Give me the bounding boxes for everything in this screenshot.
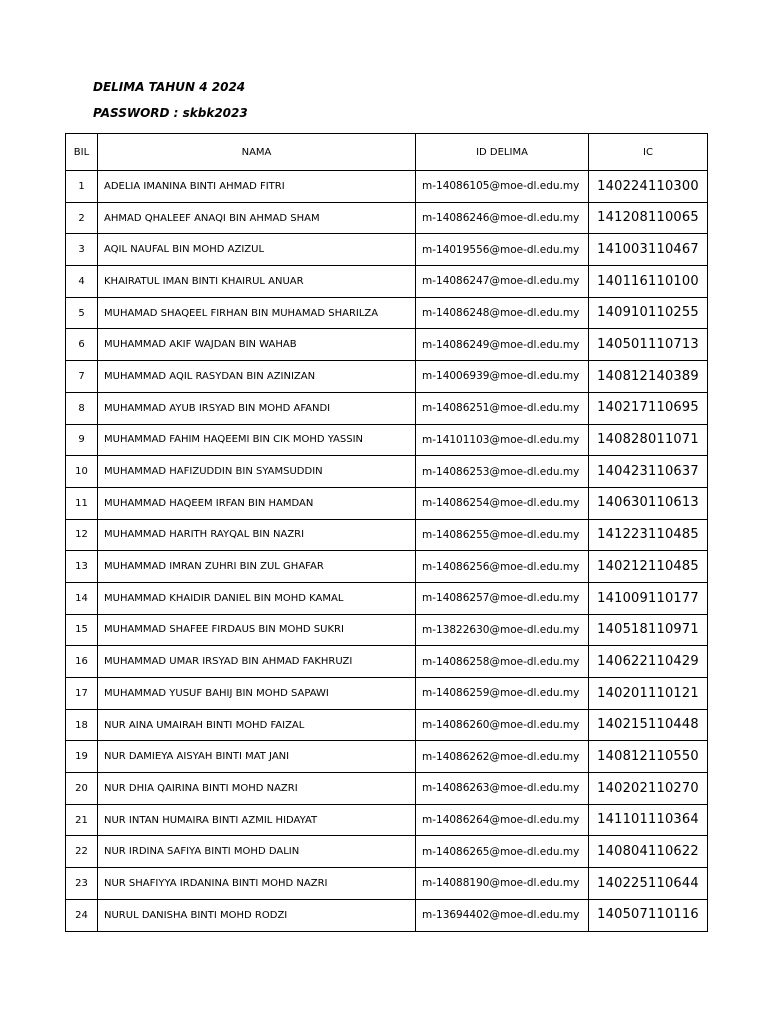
cell-id-delima: m-14086248@moe-dl.edu.my (416, 297, 589, 329)
cell-nama: NURUL DANISHA BINTI MOHD RODZI (98, 899, 416, 931)
cell-nama: MUHAMMAD FAHIM HAQEEMI BIN CIK MOHD YASSIN (98, 424, 416, 456)
table-row (66, 582, 708, 614)
cell-bil: 15 (66, 614, 98, 646)
cell-nama: MUHAMMAD KHAIDIR DANIEL BIN MOHD KAMAL (98, 582, 416, 614)
cell-nama: NUR AINA UMAIRAH BINTI MOHD FAIZAL (98, 709, 416, 741)
table-row (66, 234, 708, 266)
ic-number: 140201110121 (597, 685, 699, 701)
ic-number: 140518110971 (597, 622, 699, 638)
cell-nama: NUR DAMIEYA AISYAH BINTI MAT JANI (98, 741, 416, 773)
cell-ic (589, 709, 708, 741)
cell-bil: 14 (66, 582, 98, 614)
ic-number: 140224110300 (597, 178, 699, 194)
document-title: DELIMA TAHUN 4 2024 (93, 80, 246, 94)
table-row (66, 614, 708, 646)
table-row (66, 202, 708, 234)
cell-ic (589, 741, 708, 773)
cell-id-delima: m-14086105@moe-dl.edu.my (416, 171, 589, 203)
cell-nama: MUHAMMAD AKIF WAJDAN BIN WAHAB (98, 329, 416, 361)
cell-nama: KHAIRATUL IMAN BINTI KHAIRUL ANUAR (98, 266, 416, 298)
table-header-row (66, 134, 708, 171)
cell-nama: MUHAMMAD IMRAN ZUHRI BIN ZUL GHAFAR (98, 551, 416, 583)
ic-number: 140804110622 (597, 844, 699, 860)
cell-nama: NUR DHIA QAIRINA BINTI MOHD NAZRI (98, 773, 416, 805)
table-row (66, 741, 708, 773)
header-ic: IC (589, 134, 708, 171)
table-row (66, 551, 708, 583)
cell-bil: 24 (66, 899, 98, 931)
cell-ic (589, 234, 708, 266)
cell-id-delima: m-14086265@moe-dl.edu.my (416, 836, 589, 868)
cell-ic (589, 582, 708, 614)
ic-number: 141009110177 (597, 590, 699, 606)
ic-number: 141003110467 (597, 241, 699, 257)
cell-bil: 7 (66, 361, 98, 393)
ic-number: 141208110065 (597, 210, 699, 226)
table-row (66, 297, 708, 329)
cell-nama: AHMAD QHALEEF ANAQI BIN AHMAD SHAM (98, 202, 416, 234)
cell-bil: 16 (66, 646, 98, 678)
cell-bil: 18 (66, 709, 98, 741)
table-row (66, 646, 708, 678)
cell-bil: 1 (66, 171, 98, 203)
table-row (66, 392, 708, 424)
ic-number: 140630110613 (597, 495, 699, 511)
cell-bil: 19 (66, 741, 98, 773)
cell-bil: 11 (66, 487, 98, 519)
cell-bil: 20 (66, 773, 98, 805)
cell-bil: 5 (66, 297, 98, 329)
cell-ic (589, 899, 708, 931)
cell-bil: 21 (66, 804, 98, 836)
cell-nama: MUHAMMAD HARITH RAYQAL BIN NAZRI (98, 519, 416, 551)
cell-id-delima: m-13694402@moe-dl.edu.my (416, 899, 589, 931)
cell-id-delima: m-14086258@moe-dl.edu.my (416, 646, 589, 678)
cell-nama: MUHAMMAD AYUB IRSYAD BIN MOHD AFANDI (98, 392, 416, 424)
cell-nama: MUHAMMAD UMAR IRSYAD BIN AHMAD FAKHRUZI (98, 646, 416, 678)
table-row (66, 329, 708, 361)
header-nama: NAMA (98, 134, 416, 171)
cell-ic (589, 392, 708, 424)
cell-ic (589, 646, 708, 678)
header-id-delima: ID DELIMA (416, 134, 589, 171)
table-row (66, 868, 708, 900)
ic-number: 140116110100 (597, 273, 699, 289)
cell-bil: 6 (66, 329, 98, 361)
ic-number: 140212110485 (597, 558, 699, 574)
cell-nama: AQIL NAUFAL BIN MOHD AZIZUL (98, 234, 416, 266)
cell-nama: MUHAMMAD HAQEEM IRFAN BIN HAMDAN (98, 487, 416, 519)
ic-number: 140622110429 (597, 653, 699, 669)
cell-bil: 8 (66, 392, 98, 424)
ic-number: 140202110270 (597, 780, 699, 796)
cell-ic (589, 297, 708, 329)
cell-ic (589, 456, 708, 488)
table-row (66, 456, 708, 488)
cell-bil: 2 (66, 202, 98, 234)
cell-bil: 3 (66, 234, 98, 266)
cell-nama: NUR INTAN HUMAIRA BINTI AZMIL HIDAYAT (98, 804, 416, 836)
header-bil: BIL (66, 134, 98, 171)
cell-bil: 12 (66, 519, 98, 551)
ic-number: 140812110550 (597, 748, 699, 764)
cell-ic (589, 773, 708, 805)
ic-number: 140828011071 (597, 432, 699, 448)
ic-number: 140501110713 (597, 337, 699, 353)
cell-bil: 10 (66, 456, 98, 488)
cell-id-delima: m-14086257@moe-dl.edu.my (416, 582, 589, 614)
table-row (66, 804, 708, 836)
table-row (66, 709, 708, 741)
ic-number: 140910110255 (597, 305, 699, 321)
cell-ic (589, 487, 708, 519)
cell-id-delima: m-14101103@moe-dl.edu.my (416, 424, 589, 456)
cell-nama: ADELIA IMANINA BINTI AHMAD FITRI (98, 171, 416, 203)
cell-ic (589, 424, 708, 456)
cell-id-delima: m-14086253@moe-dl.edu.my (416, 456, 589, 488)
cell-nama: NUR SHAFIYYA IRDANINA BINTI MOHD NAZRI (98, 868, 416, 900)
cell-id-delima: m-14006939@moe-dl.edu.my (416, 361, 589, 393)
ic-number: 141101110364 (597, 812, 699, 828)
ic-number: 140217110695 (597, 400, 699, 416)
cell-id-delima: m-14086262@moe-dl.edu.my (416, 741, 589, 773)
ic-number: 140225110644 (597, 875, 699, 891)
cell-id-delima: m-14086255@moe-dl.edu.my (416, 519, 589, 551)
ic-number: 140507110116 (597, 907, 699, 923)
cell-bil: 22 (66, 836, 98, 868)
cell-id-delima: m-14086249@moe-dl.edu.my (416, 329, 589, 361)
table-row (66, 773, 708, 805)
cell-bil: 17 (66, 678, 98, 710)
cell-nama: MUHAMMAD AQIL RASYDAN BIN AZINIZAN (98, 361, 416, 393)
table-row (66, 424, 708, 456)
cell-id-delima: m-14086247@moe-dl.edu.my (416, 266, 589, 298)
table-row (66, 361, 708, 393)
cell-id-delima: m-14086246@moe-dl.edu.my (416, 202, 589, 234)
cell-id-delima: m-14086254@moe-dl.edu.my (416, 487, 589, 519)
table-row (66, 836, 708, 868)
ic-number: 140812140389 (597, 368, 699, 384)
cell-nama: MUHAMMAD HAFIZUDDIN BIN SYAMSUDDIN (98, 456, 416, 488)
table-row (66, 678, 708, 710)
ic-number: 141223110485 (597, 527, 699, 543)
cell-ic (589, 361, 708, 393)
table-row (66, 899, 708, 931)
cell-bil: 23 (66, 868, 98, 900)
cell-ic (589, 868, 708, 900)
cell-id-delima: m-14086259@moe-dl.edu.my (416, 678, 589, 710)
cell-ic (589, 551, 708, 583)
cell-id-delima: m-14086264@moe-dl.edu.my (416, 804, 589, 836)
ic-number: 140423110637 (597, 463, 699, 479)
cell-ic (589, 202, 708, 234)
cell-nama: NUR IRDINA SAFIYA BINTI MOHD DALIN (98, 836, 416, 868)
cell-id-delima: m-14019556@moe-dl.edu.my (416, 234, 589, 266)
cell-id-delima: m-14086251@moe-dl.edu.my (416, 392, 589, 424)
table-row (66, 487, 708, 519)
table-row (66, 266, 708, 298)
ic-number: 140215110448 (597, 717, 699, 733)
cell-ic (589, 614, 708, 646)
password-line: PASSWORD : skbk2023 (93, 106, 248, 120)
table-row (66, 519, 708, 551)
cell-ic (589, 678, 708, 710)
cell-id-delima: m-14086260@moe-dl.edu.my (416, 709, 589, 741)
cell-bil: 4 (66, 266, 98, 298)
cell-ic (589, 266, 708, 298)
cell-nama: MUHAMMAD SHAFEE FIRDAUS BIN MOHD SUKRI (98, 614, 416, 646)
cell-ic (589, 329, 708, 361)
cell-ic (589, 171, 708, 203)
student-table (65, 133, 708, 932)
table-row (66, 171, 708, 203)
cell-bil: 13 (66, 551, 98, 583)
cell-id-delima: m-14088190@moe-dl.edu.my (416, 868, 589, 900)
cell-id-delima: m-14086256@moe-dl.edu.my (416, 551, 589, 583)
cell-id-delima: m-14086263@moe-dl.edu.my (416, 773, 589, 805)
cell-bil: 9 (66, 424, 98, 456)
cell-ic (589, 836, 708, 868)
cell-ic (589, 804, 708, 836)
cell-nama: MUHAMAD SHAQEEL FIRHAN BIN MUHAMAD SHARILZA (98, 297, 416, 329)
cell-id-delima: m-13822630@moe-dl.edu.my (416, 614, 589, 646)
cell-ic (589, 519, 708, 551)
cell-nama: MUHAMMAD YUSUF BAHIJ BIN MOHD SAPAWI (98, 678, 416, 710)
